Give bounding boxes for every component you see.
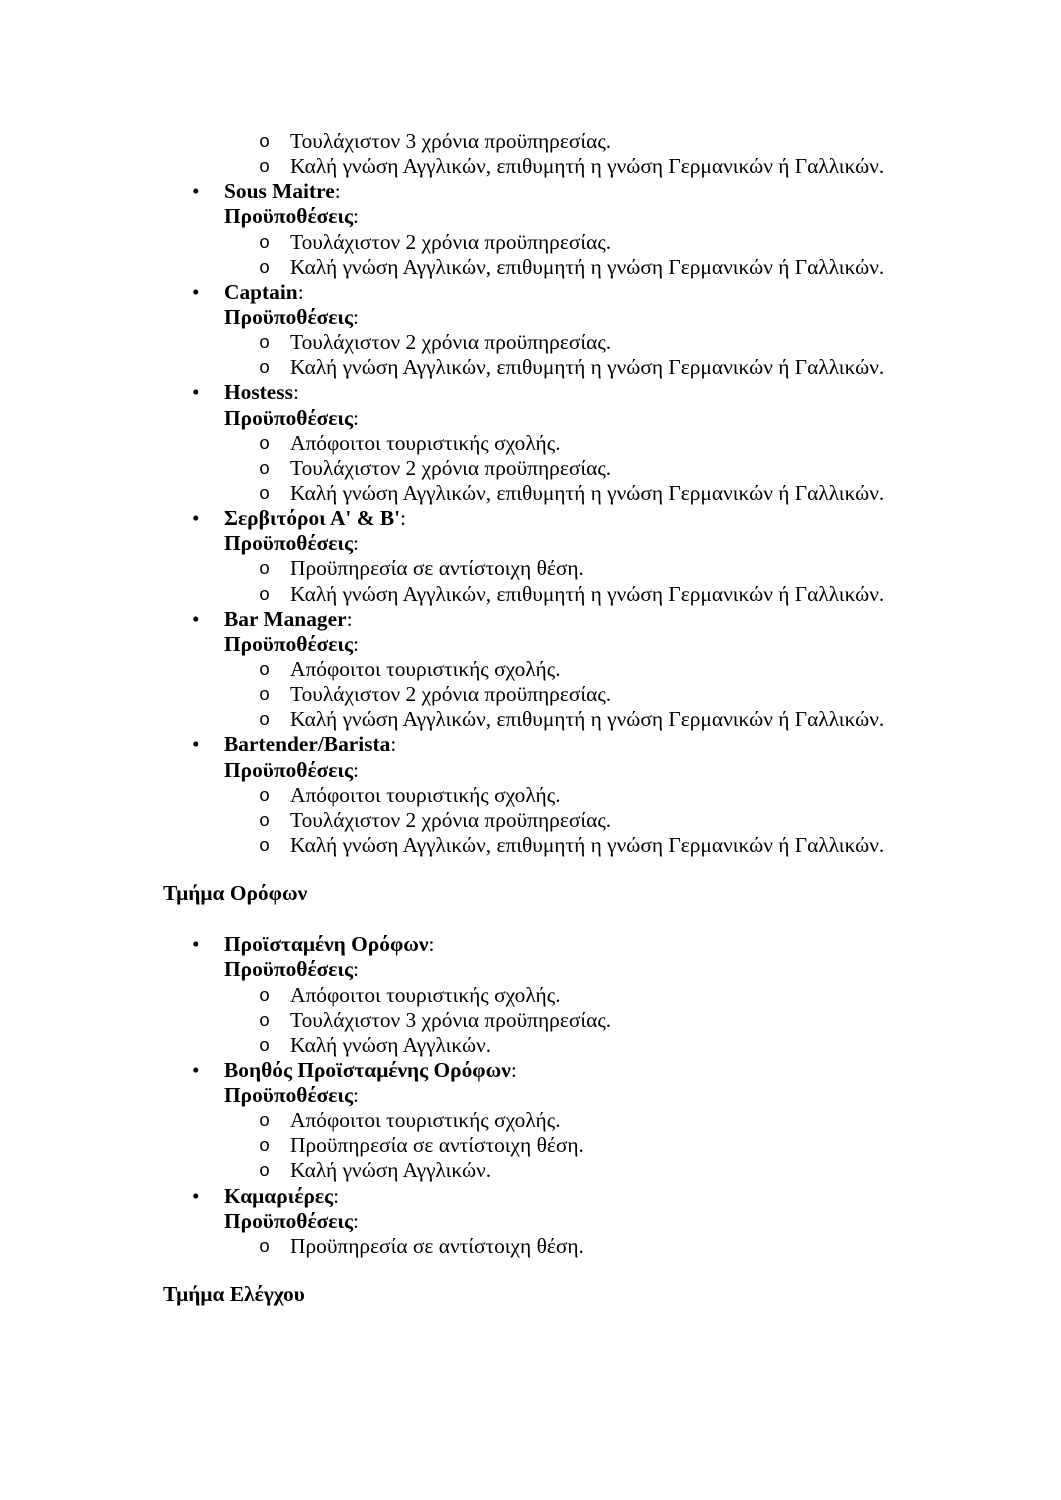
requirement-item bbox=[0, 1158, 1061, 1183]
requirement-text: Προϋπηρεσία σε αντίστοιχη θέση. bbox=[290, 556, 584, 581]
circle-bullet-icon: o bbox=[259, 559, 271, 581]
requirement-text: Απόφοιτοι τουριστικής σχολής. bbox=[290, 430, 561, 455]
circle-bullet-icon: o bbox=[259, 1111, 271, 1133]
colon: : bbox=[353, 757, 359, 782]
requirement-text: Απόφοιτοι τουριστικής σχολής. bbox=[290, 782, 561, 807]
requirement-text: Καλή γνώση Αγγλικών, επιθυμητή η γνώση Γερμανικών ή Γαλλικών. bbox=[290, 254, 885, 279]
position-item bbox=[0, 1058, 1061, 1083]
colon: : bbox=[353, 204, 359, 229]
circle-bullet-icon: o bbox=[259, 358, 271, 380]
requirement-text: Τουλάχιστον 2 χρόνια προϋπηρεσίας. bbox=[290, 229, 612, 254]
position-title: Sous Maitre bbox=[224, 179, 335, 204]
colon: : bbox=[334, 179, 341, 204]
position-item bbox=[0, 506, 1061, 531]
circle-bullet-icon: o bbox=[259, 433, 271, 455]
requirement-item bbox=[0, 1108, 1061, 1133]
circle-bullet-icon: o bbox=[259, 1161, 271, 1183]
bullet-icon: • bbox=[192, 506, 200, 531]
bullet-icon: • bbox=[192, 279, 200, 304]
requirements-label: Προϋποθέσεις bbox=[224, 531, 354, 556]
requirement-text: Τουλάχιστον 3 χρόνια προϋπηρεσίας. bbox=[290, 1007, 612, 1032]
requirement-item bbox=[0, 129, 1061, 154]
colon: : bbox=[353, 304, 359, 329]
circle-bullet-icon: o bbox=[259, 685, 271, 707]
requirements-label-line bbox=[0, 758, 1061, 783]
requirement-item bbox=[0, 983, 1061, 1008]
colon: : bbox=[333, 1183, 340, 1208]
circle-bullet-icon: o bbox=[259, 1035, 271, 1057]
circle-bullet-icon: o bbox=[259, 810, 271, 832]
requirement-item bbox=[0, 582, 1061, 607]
requirement-item bbox=[0, 1234, 1061, 1259]
requirement-item bbox=[0, 1133, 1061, 1158]
requirement-item bbox=[0, 1008, 1061, 1033]
requirement-text: Απόφοιτοι τουριστικής σχολής. bbox=[290, 1108, 561, 1133]
requirements-label: Προϋποθέσεις bbox=[224, 204, 354, 229]
position-title: Hostess bbox=[224, 380, 293, 405]
requirement-text: Καλή γνώση Αγγλικών, επιθυμητή η γνώση Γερμανικών ή Γαλλικών. bbox=[290, 707, 885, 732]
requirements-label-line bbox=[0, 531, 1061, 556]
circle-bullet-icon: o bbox=[259, 333, 271, 355]
requirement-text: Τουλάχιστον 3 χρόνια προϋπηρεσίας. bbox=[290, 129, 612, 153]
requirement-text: Τουλάχιστον 2 χρόνια προϋπηρεσίας. bbox=[290, 807, 612, 832]
colon: : bbox=[353, 957, 359, 982]
requirement-item bbox=[0, 330, 1061, 355]
circle-bullet-icon: o bbox=[259, 232, 271, 254]
position-title: Bartender/Barista bbox=[224, 732, 391, 757]
requirements-label-line bbox=[0, 957, 1061, 982]
requirement-item bbox=[0, 556, 1061, 581]
position-item bbox=[0, 179, 1061, 204]
circle-bullet-icon: o bbox=[259, 157, 271, 179]
requirement-item bbox=[0, 808, 1061, 833]
circle-bullet-icon: o bbox=[259, 458, 271, 480]
bullet-icon: • bbox=[192, 932, 200, 957]
colon: : bbox=[390, 732, 397, 757]
colon: : bbox=[292, 380, 299, 405]
position-item bbox=[0, 607, 1061, 632]
circle-bullet-icon: o bbox=[259, 710, 271, 732]
requirements-label: Προϋποθέσεις bbox=[224, 957, 354, 982]
requirement-text: Καλή γνώση Αγγλικών, επιθυμητή η γνώση Γερμανικών ή Γαλλικών. bbox=[290, 832, 885, 857]
colon: : bbox=[297, 279, 304, 304]
position-title: Bar Manager bbox=[224, 606, 347, 631]
requirement-item bbox=[0, 255, 1061, 280]
position-title: Βοηθός Προϊσταμένης Ορόφων bbox=[224, 1057, 511, 1082]
requirement-item bbox=[0, 456, 1061, 481]
requirements-label: Προϋποθέσεις bbox=[224, 1208, 354, 1233]
colon: : bbox=[510, 1057, 517, 1082]
requirement-item bbox=[0, 707, 1061, 732]
requirement-item bbox=[0, 431, 1061, 456]
colon: : bbox=[353, 631, 359, 656]
requirements-label-line bbox=[0, 1209, 1061, 1234]
requirement-text: Καλή γνώση Αγγλικών, επιθυμητή η γνώση Γερμανικών ή Γαλλικών. bbox=[290, 581, 885, 606]
circle-bullet-icon: o bbox=[259, 835, 271, 857]
section-heading-floors: Τμήμα Ορόφων bbox=[163, 881, 308, 906]
requirements-label: Προϋποθέσεις bbox=[224, 757, 354, 782]
requirements-label-line bbox=[0, 204, 1061, 229]
bullet-icon: • bbox=[192, 380, 200, 405]
requirement-item bbox=[0, 1033, 1061, 1058]
requirements-label: Προϋποθέσεις bbox=[224, 631, 354, 656]
requirement-item bbox=[0, 355, 1061, 380]
requirement-item bbox=[0, 230, 1061, 255]
position-item bbox=[0, 932, 1061, 957]
requirement-text: Προϋπηρεσία σε αντίστοιχη θέση. bbox=[290, 1133, 584, 1158]
requirement-text: Καλή γνώση Αγγλικών, επιθυμητή η γνώση Γερμανικών ή Γαλλικών. bbox=[290, 154, 885, 179]
requirement-item bbox=[0, 481, 1061, 506]
requirement-item bbox=[0, 657, 1061, 682]
bullet-icon: • bbox=[192, 179, 200, 204]
requirement-text: Καλή γνώση Αγγλικών, επιθυμητή η γνώση Γερμανικών ή Γαλλικών. bbox=[290, 355, 885, 380]
colon: : bbox=[353, 405, 359, 430]
circle-bullet-icon: o bbox=[259, 1236, 271, 1258]
requirements-label-line bbox=[0, 1083, 1061, 1108]
requirement-text: Προϋπηρεσία σε αντίστοιχη θέση. bbox=[290, 1233, 584, 1258]
colon: : bbox=[428, 932, 435, 957]
colon: : bbox=[353, 1083, 359, 1108]
requirements-label-line bbox=[0, 632, 1061, 657]
position-title: Σερβιτόροι Α' & Β' bbox=[224, 506, 401, 531]
requirements-label-line bbox=[0, 406, 1061, 431]
requirement-item bbox=[0, 682, 1061, 707]
requirement-text: Απόφοιτοι τουριστικής σχολής. bbox=[290, 982, 561, 1007]
circle-bullet-icon: o bbox=[259, 785, 271, 807]
requirement-text: Τουλάχιστον 2 χρόνια προϋπηρεσίας. bbox=[290, 455, 612, 480]
requirement-text: Καλή γνώση Αγγλικών. bbox=[290, 1158, 492, 1183]
position-item bbox=[0, 732, 1061, 757]
colon: : bbox=[400, 506, 407, 531]
colon: : bbox=[353, 1208, 359, 1233]
requirement-item bbox=[0, 154, 1061, 179]
requirement-text: Καλή γνώση Αγγλικών. bbox=[290, 1032, 492, 1057]
circle-bullet-icon: o bbox=[259, 483, 271, 505]
circle-bullet-icon: o bbox=[259, 1010, 271, 1032]
position-item bbox=[0, 280, 1061, 305]
requirement-item bbox=[0, 783, 1061, 808]
position-title: Καμαριέρες bbox=[224, 1183, 334, 1208]
circle-bullet-icon: o bbox=[259, 659, 271, 681]
requirement-text: Απόφοιτοι τουριστικής σχολής. bbox=[290, 656, 561, 681]
position-item bbox=[0, 380, 1061, 405]
circle-bullet-icon: o bbox=[259, 1136, 271, 1158]
position-title: Captain bbox=[224, 279, 298, 304]
requirements-label: Προϋποθέσεις bbox=[224, 1083, 354, 1108]
colon: : bbox=[353, 531, 359, 556]
requirements-label: Προϋποθέσεις bbox=[224, 405, 354, 430]
requirements-label: Προϋποθέσεις bbox=[224, 304, 354, 329]
circle-bullet-icon: o bbox=[259, 257, 271, 279]
requirement-text: Τουλάχιστον 2 χρόνια προϋπηρεσίας. bbox=[290, 330, 612, 355]
bullet-icon: • bbox=[192, 606, 200, 631]
position-title: Προϊσταμένη Ορόφων bbox=[224, 932, 429, 957]
circle-bullet-icon: o bbox=[259, 132, 271, 153]
bullet-icon: • bbox=[192, 732, 200, 757]
bullet-icon: • bbox=[192, 1057, 200, 1082]
section-heading-control: Τμήμα Ελέγχου bbox=[163, 1282, 305, 1307]
bullet-icon: • bbox=[192, 1183, 200, 1208]
colon: : bbox=[346, 606, 353, 631]
requirement-item bbox=[0, 833, 1061, 858]
requirement-text: Καλή γνώση Αγγλικών, επιθυμητή η γνώση Γερμανικών ή Γαλλικών. bbox=[290, 480, 885, 505]
requirement-text: Τουλάχιστον 2 χρόνια προϋπηρεσίας. bbox=[290, 682, 612, 707]
document-page bbox=[0, 129, 1061, 1333]
circle-bullet-icon: o bbox=[259, 584, 271, 606]
requirements-label-line bbox=[0, 305, 1061, 330]
position-item bbox=[0, 1184, 1061, 1209]
circle-bullet-icon: o bbox=[259, 985, 271, 1007]
